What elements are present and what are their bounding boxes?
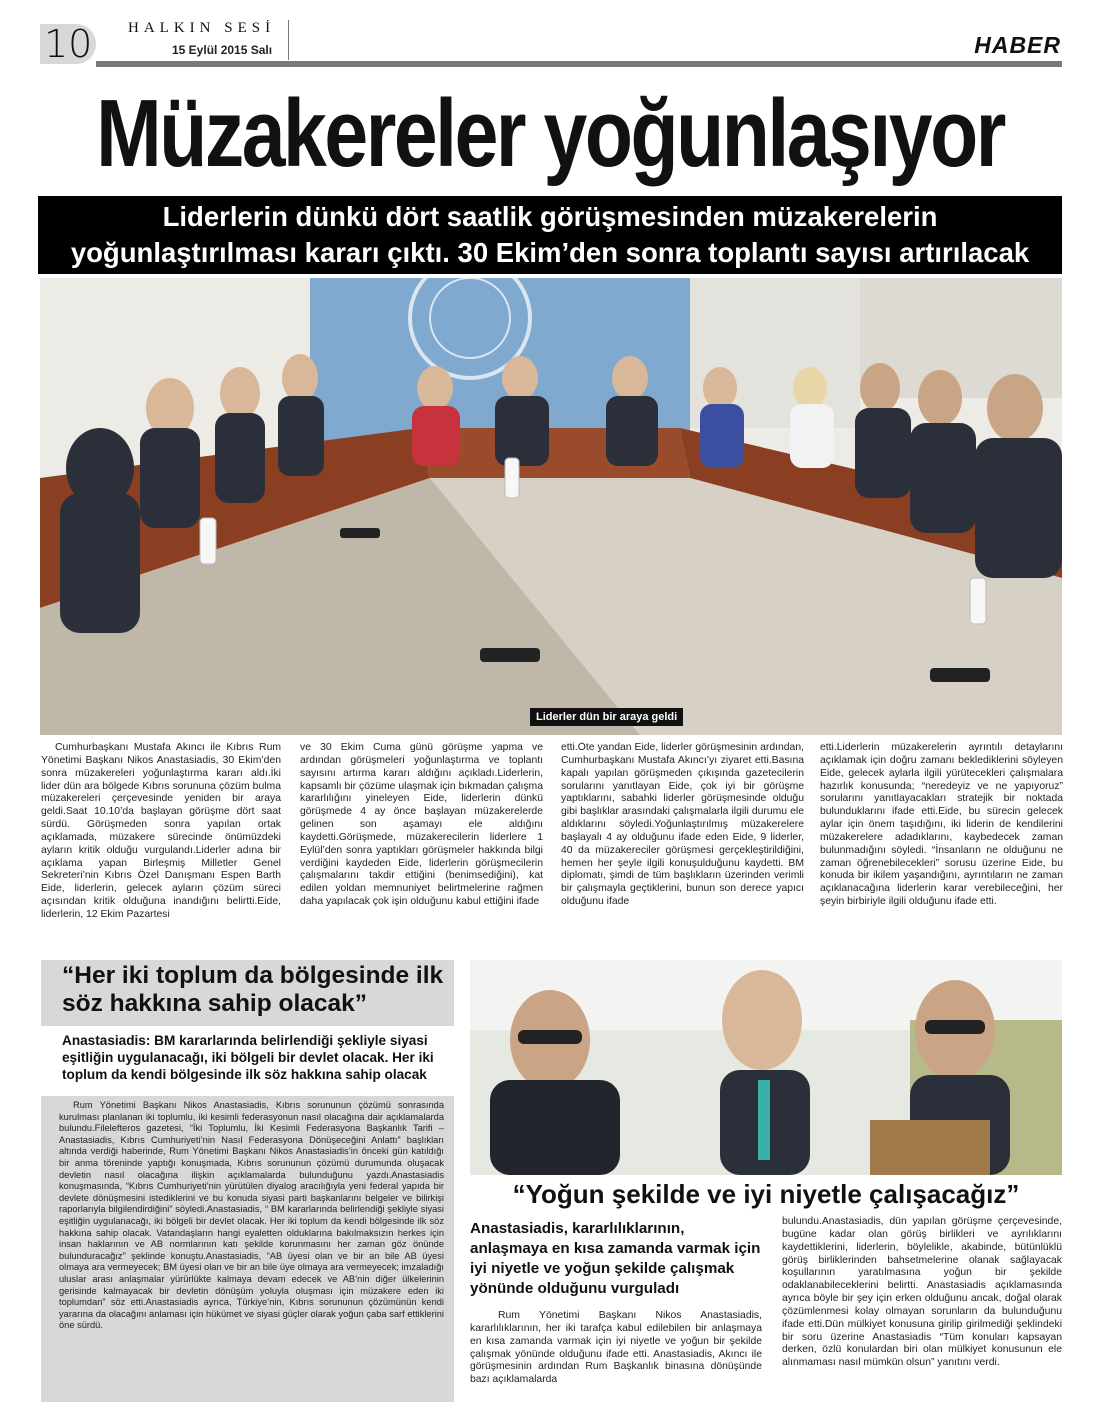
sidebar-body: Rum Yönetimi Başkanı Nikos Anastasiadis, Kıbrıs sorununun çözümü sonrasında kurulması planlanan iki toplumlu, iki kesimli federasyonun nasıl olacağına dair açıklamalarda bulundu.Filelefteros gazetesi, “İki Toplumlu, İki Kesimli Federasyona Başkanlık Tarifi – Anastasiadis, Kıbrıs Cumhuriyeti’nin Nasıl Federasyona Dönüşeceğini Anlattı” başlıkları altında verdiği haberinde, Rum Yönetimi Başkanı Nikos Anastasiadis’in önceki gün katıldığı bir anma töreninde yaptığı konuşmada, Kıbrıs sorununun çözümü durumunda oluşacak devletin nasıl olacağına ilişkin açıklamalarda bulunduğunu yazdı.Anastasiadis konuşmasında, “Kıbrıs Cumhuriyeti’nin yürütülen diyalog aracılığıyla yeni federal yapıda bir devlete dönüşmesini istediklerini ve bu konuda siyasi parti başkanlarını belgeler ve bilirkişi raporlarıyla bilgilendirdiğini” söyledi.Anastasiadis, “ BM kararlarında belirlendiği şekliyle siyasi eşitliğin uygulanacağı, iki bölgeli bir devlet olacak. Her iki toplum da kendi bölgesinde ilk söz hakkına sahip olacak. Vatandaşların hangi eyaletten olduklarına bakılmaksızın herkes için insan haklarının ve AB normlarının katı şekilde korunmasını her zaman göz önünde bulunduracağız” şeklinde konuştu.Anastasiadis, “AB üyesi olan ve bir an bile AB üyesi olmaya ara vermeyecek; BM üyesi olan ve bir an bile üye olmaya ara vermeyecek; imzaladığı uluslar arası anlaşmalar yürürlükte kalmaya devam edecek ve AB’nin diğer ülkelerinin gerisinde kalmayacak bir devletin dönüşüm yoluyla oluşması için müzakere eden iki toplumdan” söz etti.Anastasiadis ayrıca, Türkiye’nin, Kıbrıs sorununun çözümünün kendi yararına da olacağını anlaması için hükümet ve siyasi güçler olarak yoğun çaba sarf ettiklerini öne sürdü.	[41, 1096, 454, 1402]
second-story-column-1: Rum Yönetimi Başkanı Nikos Anastasiadis, kararlılıklarının, her iki tarafça kabul edilebilen bir anlaşmaya en kısa zamanda varmak için iyi niyetle ve yoğun bir şekilde çalışmak yönünde olduğunu ifade etti. Anastasiadis, Akıncı ile görüşmesinin ardından Rum Başkanlık binasına dönüşünde bazı açıklamalarda	[470, 1310, 762, 1386]
meeting-room-illustration	[40, 278, 1062, 735]
newspaper-brand: HALKIN SESİ	[128, 20, 276, 36]
article-column-3: etti.Öte yandan Eide, liderler görüşmesinin ardından, Cumhurbaşkanı Mustafa Akıncı’yı ziyaret etti.Basına kapalı yapılan görüşmeden çıkışında gazetecilerin sorularını yanıtlayan Eide, çok iyi bir görüşme yaptıklarını, sabahki liderler görüşmesinde olduğu gibi başlıklar arasındaki çalışmalarla ilgili durumu ele aldıklarını söyledi.Yoğunlaştırılmış müzakerelere başlayalı 4 ay olduğunu ifade eden Eide, 9 liderler, 40 da müzakereciler görüşmesi gerçekleştirildiğini, hemen her şeyle ilgili konuşulduğunu kaydetti. BM diplomatı, şimdi de tüm başlıkların üzerinden verimli bir çalışmayla geçtiklerini, bunun son derece yapıcı olduğunu ifade	[561, 742, 804, 908]
second-story-column-2: bulundu.Anastasiadis, dün yapılan görüşme çerçevesinde, bugüne kadar olan görüş birlikleri ve ayrılıklarını kaydettiklerini, liderlerin, böylelikle, akabinde, bütünlüklü görüş birliklerinden bahsetmelerine olanak sağlayacak koşullarının yaratılmasına yoğun bir şekilde odaklanabileceklerini belirtti. Anastasiadis açıklamasında ayrıca böyle bir şey için erken olduğunu ancak, doğal olarak çözümlenmesi kolay olmayan sorunların da bulunduğunu ifade etti.Dün mülkiyet konusuna girilip girilmediği şeklindeki bir soru üzerine Anastasiadis “Tüm konuları kapsayan derken, özlü konulardan biri olan mülkiyet konusunun ele alınmaması nasıl mümkün olsun” yanıtını verdi.	[782, 1216, 1062, 1369]
leaders-illustration	[470, 960, 1062, 1175]
deck-line-1: Liderlerin dünkü dört saatlik görüşmesinden müzakerelerin	[162, 201, 938, 232]
issue-date: 15 Eylül 2015 Salı	[172, 43, 273, 57]
deck-banner	[38, 196, 1062, 274]
main-photo	[40, 278, 1062, 735]
article-column-4: etti.Liderlerin müzakerelerin ayrıntılı detaylarını açıklamak için doğru zamanı beklediklerini söyleyen Eide, gelecek aylarla ilgili yürütecekleri çalışmalara hazırlık konusunda; “neredeyiz ve ne yapıyoruz” sorularını yanıtlayacakları stratejik bir noktada bulunduklarını ifade etti.Eide, bu sürecin gelecek aylar için önem taşıdığını, iki liderin de kendilerini müzakerelere adadıklarını, kaybedecek zaman bulunmadığını söyledi. “İnsanların ne olduğunu ne zaman öğrenebilecekleri” sorusu üzerine Eide, bu konuda bir ikilem yaşandığını, ayrıntıların ne zaman açıklanacağına liderlerin karar verebileceğini, her şeyin birbiriyle ilgili olduğunu ifade etti.	[820, 742, 1063, 908]
sidebar-subheading: Anastasiadis: BM kararlarında belirlendiği şekliyle siyasi eşitliğin uygulanacağı, iki bölgeli bir devlet olacak. Her iki toplum da kendi bölgesinde ilk söz hakkına sahip olacak	[62, 1033, 434, 1082]
second-story-subheading: Anastasiadis, kararlılıklarının, anlaşmaya en kısa zamanda varmak için iyi niyetle ve yoğun şekilde çalışmak yönünde olduğunu vurguladı	[470, 1220, 761, 1297]
page-number: 10	[40, 24, 96, 64]
deck-line-2: yoğunlaştırılması kararı çıktı. 30 Ekim’den sonra toplantı sayısı artırılacak	[70, 237, 1030, 268]
second-story-heading: “Yoğun şekilde ve iyi niyetle çalışacağız”	[512, 1179, 1020, 1209]
photo-caption: Liderler dün bir araya geldi	[530, 708, 683, 726]
leaders-photo	[470, 960, 1062, 1175]
header-rule	[96, 61, 1062, 67]
section-label: HABER	[974, 32, 1061, 58]
article-column-2: ve 30 Ekim Cuma günü görüşme yapma ve ardından görüşmeleri yoğunlaştırma ve toplantı sayısını artırma kararı aldığını açıkladı.Liderlerin, kapsamlı bir çözüme ulaşmak için bıkmadan çalışma kararlılığını yineleyen Eide, liderlerin dünkü görüşmede 4 ay önce başlayan müzakerelerde gelinen son aşamayı ele aldığını kaydetti.Görüşmede, müzakerecilerin liderlere 1 Eylül’den sonra yaptıkları görüşmeler hakkında bilgi verdiğini kaydeden Eide, liderlerin görüşmecilerin çalışmalarını takdir ettiğini (benimsediğini), kat edilen yoldan memnuniyet belirtmelerine rağmen daha yapılacak çok işin olduğunu kabul ettiğini ifade	[300, 742, 543, 908]
headline: Müzakereler yoğunlaşıyor	[96, 80, 1004, 187]
article-column-1: Cumhurbaşkanı Mustafa Akıncı ile Kıbrıs Rum Yönetimi Başkanı Nikos Anastasiadis, 30 Ekim’den sonra müzakereleri yoğunlaştırma kararı aldı.İki lider dün ara bölgede Kıbrıs sorununa çözüm bulma müzakereleri çerçevesinde yeniden bir araya geldi.Saat 10.10’da başlayan görüşme dört saat sürdü. Görüşmeden sonra yapılan ortak açıklamada, müzakere sürecinde önümüzdeki ayların kritik olduğu vurgulandı.Liderler adına bir açıklama yapan Birleşmiş Milletler Genel Sekreteri’nin Kıbrıs Özel Danışmanı Espen Barth Eide, liderlerin, gelecek ayların çözüm süreci açısından kritik olduğuna inandığını belirtti.Eide, liderlerin, 12 Ekim Pazartesi	[41, 742, 281, 920]
sidebar-quote-heading: “Her iki toplum da bölgesinde ilk söz hakkına sahip olacak”	[62, 962, 444, 1017]
header-divider	[288, 20, 289, 60]
